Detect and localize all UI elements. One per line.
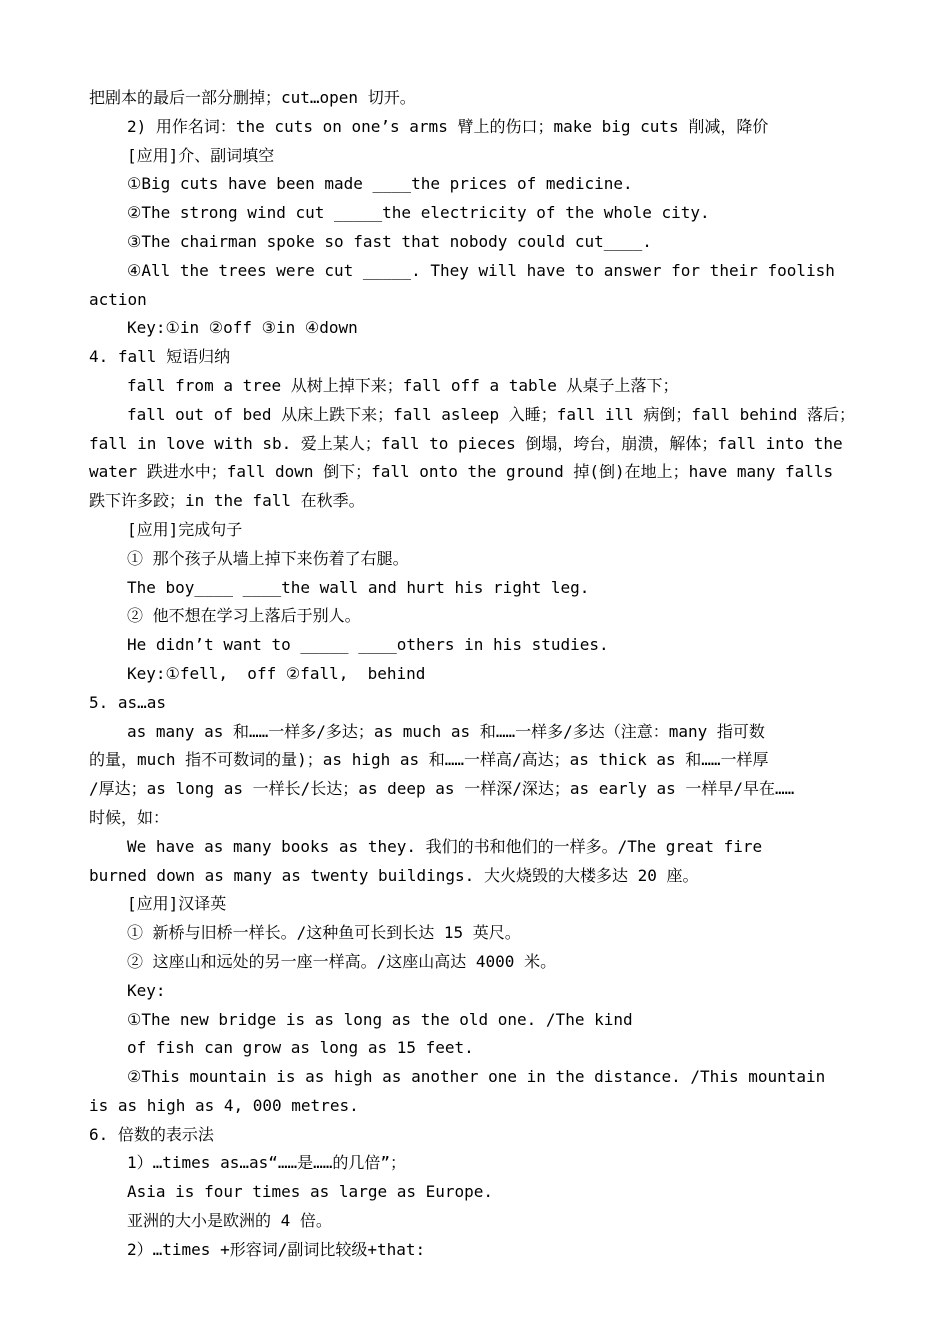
text-line: 的量，much 指不可数词的量)；as high as 和……一样高/高达；as thick as 和……一样厚 [89, 750, 769, 770]
text-line: fall from a tree 从树上掉下来；fall off a table 从桌子上落下； [127, 375, 679, 395]
text-line: [应用]汉译英 [127, 894, 227, 914]
text-line: water 跌进水中；fall down 倒下；fall onto the ground 掉(倒)在地上；have many falls [89, 462, 834, 482]
text-line: as many as 和……一样多/多达；as much as 和……一样多/多达（注意：many 指可数 [127, 721, 765, 741]
text-line: Asia is four times as large as Europe. [127, 1182, 494, 1202]
text-line: ② 这座山和远处的另一座一样高。/这座山高达 4000 米。 [127, 951, 557, 971]
text-line: ① 新桥与旧桥一样长。/这种鱼可长到长达 15 英尺。 [127, 923, 521, 943]
text-line: 跌下许多跤；in the fall 在秋季。 [89, 491, 365, 511]
text-line: He didn’t want to _____ ____others in his studies. [127, 635, 609, 655]
text-line: of fish can grow as long as 15 feet. [127, 1038, 474, 1058]
text-line: Key:①in ②off ③in ④down [127, 318, 358, 338]
text-line: ① 那个孩子从墙上掉下来伤着了右腿。 [127, 548, 409, 568]
text-line: 亚洲的大小是欧洲的 4 倍。 [127, 1211, 332, 1231]
text-line: is as high as 4, 000 metres. [89, 1095, 359, 1115]
text-line: action [89, 289, 147, 309]
text-line: 2）…times +形容词/副词比较级+that: [127, 1239, 426, 1259]
text-line: 把剧本的最后一部分删掉；cut…open 切开。 [89, 88, 416, 107]
text-line: 2) 用作名词：the cuts on one’s arms 臂上的伤口；make big cuts 削减，降价 [127, 116, 769, 136]
text-line: burned down as many as twenty buildings. 大火烧毁的大楼多达 20 座。 [89, 865, 699, 885]
text-line: 1）…times as…as“……是……的几倍”； [127, 1153, 407, 1173]
document-page [89, 84, 861, 1265]
text-line: 4. fall 短语归纳 [89, 347, 231, 367]
text-line: [应用]完成句子 [127, 519, 243, 539]
text-line: fall out of bed 从床上跌下来；fall asleep 入睡；fall ill 病倒；fall behind 落后； [127, 404, 856, 424]
text-line: ④All the trees were cut _____. They will have to answer for their foolish [127, 260, 835, 280]
text-line: ③The chairman spoke so fast that nobody could cut____. [127, 231, 652, 251]
text-line: 5. as…as [89, 692, 167, 712]
text-line: /厚达；as long as 一样长/长达；as deep as 一样深/深达；as early as 一样早/早在…… [89, 779, 795, 799]
text-line: Key: [127, 980, 166, 1000]
text-line: ①The new bridge is as long as the old one. /The kind [127, 1009, 633, 1029]
text-line: Key:①fell, off ②fall, behind [127, 663, 426, 683]
text-line: ②This mountain is as high as another one in the distance. /This mountain [127, 1067, 826, 1087]
text-line: ①Big cuts have been made ____the prices of medicine. [127, 174, 633, 194]
text-line: We have as many books as they. 我们的书和他们的一样多。/The great fire [127, 836, 763, 856]
text-line: ②The strong wind cut _____the electricity of the whole city. [127, 203, 710, 223]
text-line: fall in love with sb. 爱上某人；fall to pieces 倒塌，垮台，崩溃，解体；fall into the [89, 433, 843, 453]
text-line: 6. 倍数的表示法 [89, 1124, 214, 1144]
text-line: [应用]介、副词填空 [127, 145, 275, 165]
text-line: 时候，如： [89, 807, 170, 827]
text-line: The boy____ ____the wall and hurt his right leg. [127, 577, 590, 597]
text-line: ② 他不想在学习上落后于别人。 [127, 606, 361, 626]
